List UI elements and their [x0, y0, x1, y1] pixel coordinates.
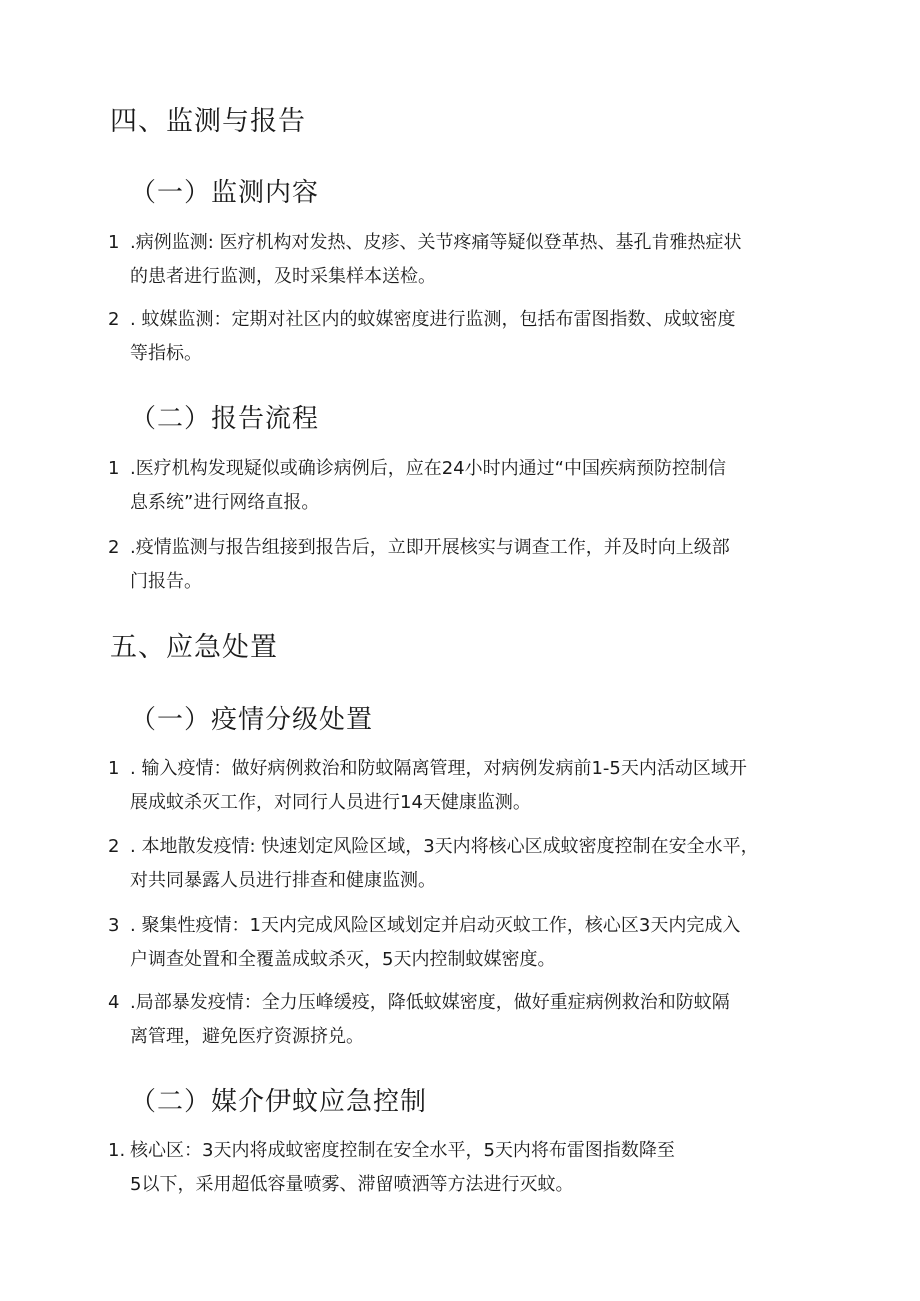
- list-item: [108, 1134, 828, 1202]
- list-item-text-continued: 离管理，避免医疗资源挤兑。: [130, 1026, 364, 1047]
- list-item-number: 2: [108, 309, 120, 330]
- list-item-text: .医疗机构发现疑似或确诊病例后，应在24小时内通过“中国疾病预防控制信: [130, 458, 726, 479]
- list-item-text-continued: 息系统”进行网络直报。: [130, 492, 320, 513]
- list-item-text-continued: 等指标。: [130, 343, 202, 364]
- list-item-text-continued: 户调查处置和全覆盖成蚊杀灭，5天内控制蚊媒密度。: [130, 949, 556, 970]
- section-heading-5: 五、应急处置: [110, 632, 278, 663]
- list-item-text-continued: 展成蚊杀灭工作，对同行人员进行14天健康监测。: [130, 792, 531, 813]
- list-item-text-continued: 5以下，采用超低容量喷雾、滞留喷洒等方法进行灭蚊。: [130, 1174, 574, 1195]
- list-item: [108, 752, 828, 820]
- list-item-text: .局部暴发疫情：全力压峰缓疫，降低蚊媒密度，做好重症病例救治和防蚊隔: [130, 992, 730, 1013]
- section-heading-4: 四、监测与报告: [110, 106, 306, 137]
- list-item-number: 2: [108, 537, 120, 558]
- list-item-text-continued: 的患者进行监测，及时采集样本送检。: [130, 266, 436, 287]
- subsection-heading-4-2: （二）报告流程: [130, 404, 320, 434]
- list-item-number: 3: [108, 915, 120, 936]
- subsection-heading-4-1: （一）监测内容: [130, 178, 320, 208]
- list-item-number: 1: [108, 758, 120, 779]
- list-item-text: . 本地散发疫情: 快速划定风险区域，3天内将核心区成蚊密度控制在安全水平，: [130, 836, 759, 857]
- list-item: [108, 531, 828, 599]
- list-item-text: . 蚊媒监测：定期对社区内的蚊媒密度进行监测，包括布雷图指数、成蚊密度: [130, 309, 736, 330]
- subsection-heading-5-2: （二）媒介伊蚊应急控制: [130, 1087, 428, 1117]
- list-item-number: 1: [108, 232, 120, 253]
- list-item: [108, 909, 828, 977]
- list-item-text: 核心区：3天内将成蚊密度控制在安全水平，5天内将布雷图指数降至: [130, 1140, 675, 1161]
- list-item: [108, 226, 828, 294]
- list-item: [108, 303, 828, 371]
- list-item-number: 4: [108, 992, 120, 1013]
- list-item: [108, 452, 828, 520]
- list-item-text: . 聚集性疫情：1天内完成风险区域划定并启动灭蚊工作，核心区3天内完成入: [130, 915, 741, 936]
- list-item-text: .病例监测: 医疗机构对发热、皮疹、关节疼痛等疑似登革热、基孔肯雅热症状: [130, 232, 742, 253]
- subsection-heading-5-1: （一）疫情分级处置: [130, 705, 374, 735]
- list-item: [108, 986, 828, 1054]
- list-item-number: 1.: [108, 1140, 126, 1161]
- list-item-number: 1: [108, 458, 120, 479]
- list-item: [108, 830, 828, 898]
- list-item-text: . 输入疫情：做好病例救治和防蚊隔离管理，对病例发病前1-5天内活动区域开: [130, 758, 747, 779]
- list-item-text: .疫情监测与报告组接到报告后，立即开展核实与调查工作，并及时向上级部: [130, 537, 730, 558]
- list-item-text-continued: 门报告。: [130, 571, 202, 592]
- list-item-text-continued: 对共同暴露人员进行排查和健康监测。: [130, 870, 436, 891]
- list-item-number: 2: [108, 836, 120, 857]
